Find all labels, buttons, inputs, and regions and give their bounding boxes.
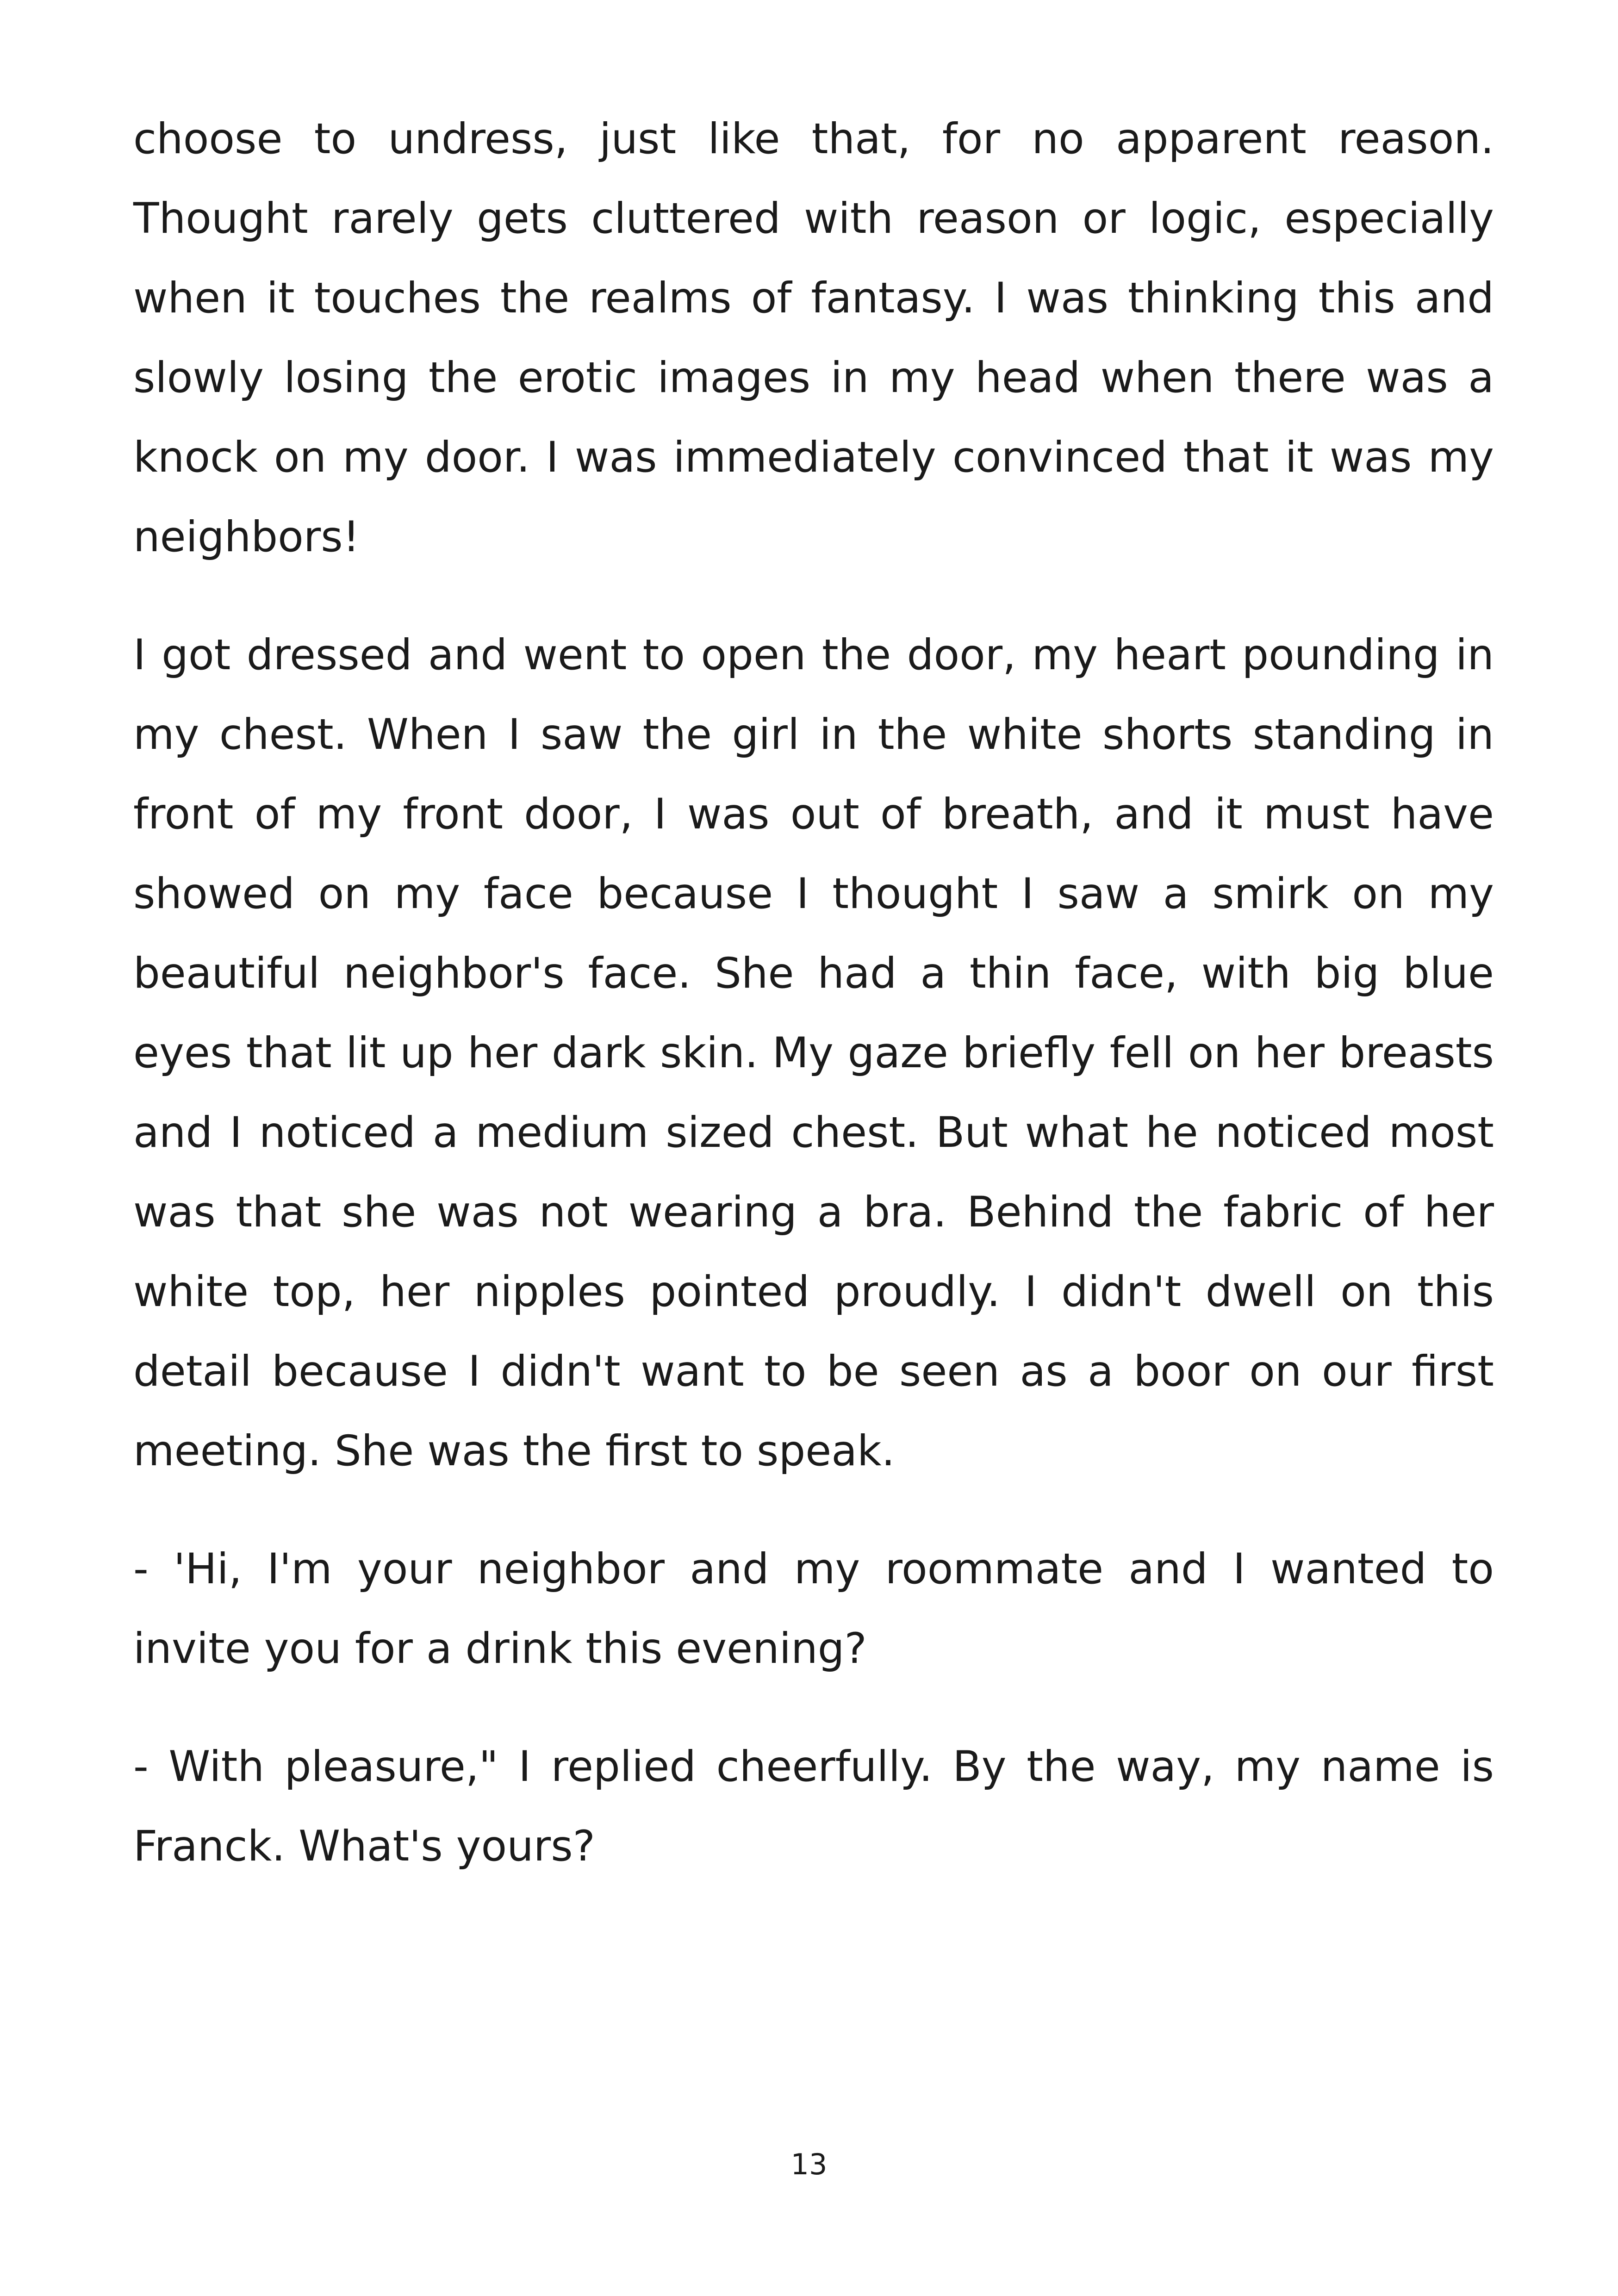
paragraph: choose to undress, just like that, for no apparent reason. Thought rarely gets cluttered with reason or logic, especially when it touches the realms of fantasy. I was thinking this and slowly losing the erotic images in my head when there was a knock on my door. I was immediately convinced that it was my neighbors!	[133, 115, 1494, 561]
paragraph: I got dressed and went to open the door, my heart pounding in my chest. When I saw the girl in the white shorts standing in front of my front door, I was out of breath, and it must have showed on my face because I thought I saw a smirk on my beautiful neighbor's face. She had a thin face, with big blue eyes that lit up her dark skin. My gaze briefly fell on her breasts and I noticed a medium sized chest. But what he noticed most was that she was not wearing a bra. Behind the fabric of her white top, her nipples pointed proudly. I didn't dwell on this detail because I didn't want to be seen as a boor on our first meeting. She was the first to speak.	[133, 631, 1494, 1475]
paragraph: - 'Hi, I'm your neighbor and my roommate and I wanted to invite you for a drink this evening?	[133, 1545, 1494, 1673]
paragraph: - With pleasure," I replied cheerfully. By the way, my name is Franck. What's yours?	[133, 1742, 1494, 1871]
body-text	[133, 100, 1494, 1925]
page-number: 13	[790, 2147, 828, 2181]
